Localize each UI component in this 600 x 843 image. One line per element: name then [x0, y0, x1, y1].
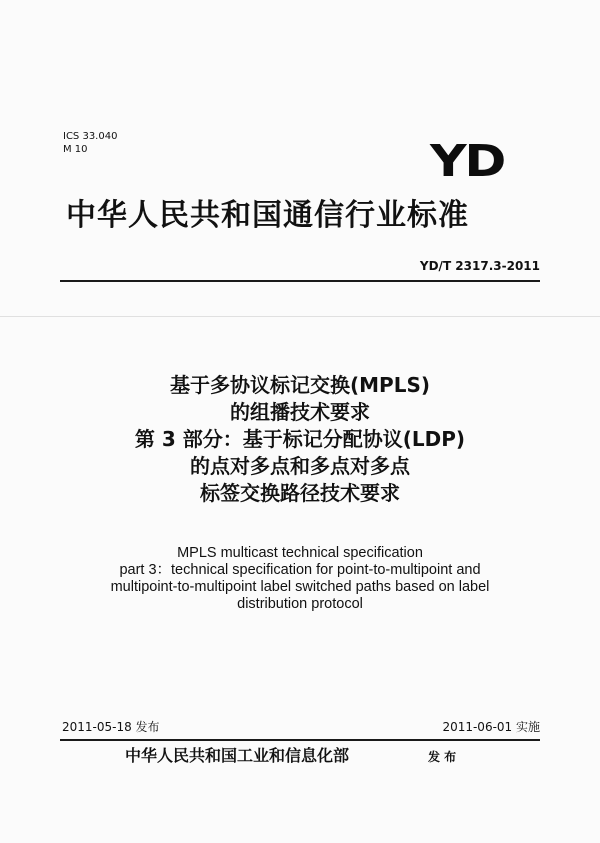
english-title-line: multipoint-to-multipoint label switched paths based on label	[110, 579, 490, 595]
implement-date: 2011-06-01 实施	[442, 720, 540, 734]
publish-date: 2011-05-18 发布	[62, 720, 160, 734]
standard-category-title: 中华人民共和国通信行业标准	[66, 198, 469, 233]
english-title-line: part 3：technical specification for point-to-multipoint and	[119, 562, 481, 578]
yd-logo: YD	[430, 136, 505, 187]
standard-number: YD/T 2317.3-2011	[419, 259, 540, 273]
scan-fold-line	[0, 316, 600, 317]
chinese-title	[0, 372, 600, 507]
chinese-title-line: 第 3 部分：基于标记分配协议(LDP)	[134, 427, 466, 451]
english-title-line: MPLS multicast technical specification	[177, 545, 423, 561]
english-title	[0, 545, 600, 613]
chinese-title-line: 基于多协议标记交换(MPLS)	[170, 373, 430, 397]
ccs-code: M 10	[63, 144, 88, 155]
issuing-authority: 中华人民共和国工业和信息化部	[125, 746, 350, 765]
header-divider	[60, 280, 540, 282]
issuing-label: 发 布	[428, 750, 457, 764]
ics-code: ICS 33.040	[63, 131, 118, 142]
chinese-title-line: 的点对多点和多点对多点	[190, 454, 410, 478]
footer-divider	[60, 739, 540, 741]
chinese-title-line: 标签交换路径技术要求	[200, 481, 400, 505]
english-title-line: distribution protocol	[237, 596, 363, 612]
chinese-title-line: 的组播技术要求	[230, 400, 370, 424]
